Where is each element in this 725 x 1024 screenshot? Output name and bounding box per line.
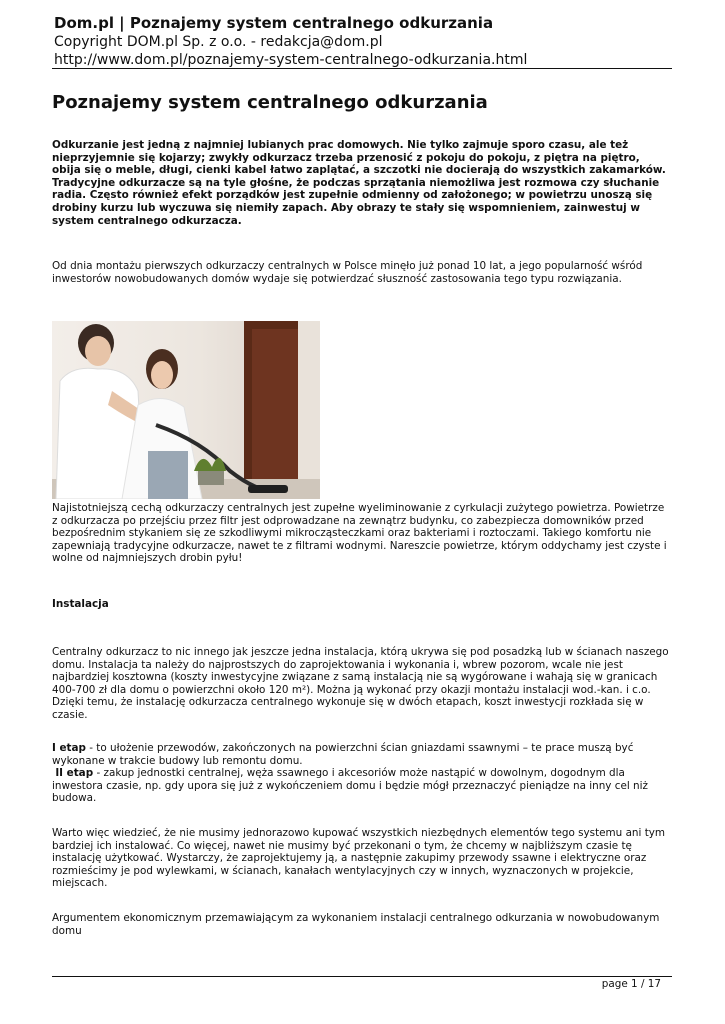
section-heading-instalacja: Instalacja xyxy=(52,598,109,610)
paragraph-air-quality: Najistotniejszą cechą odkurzaczy centralnych jest zupełne wyeliminowanie z cyrkulacji zużytego powietrza. Powietrze z odkurzacza po przejściu przez filtr jest odprowadzane na zewnątrz budynku, co zabezpiecza domowników przed bezpośrednim stykaniem się ze szkodliwymi mikrocząsteczkami oraz bakteriami i roztoczami. Takiego komfortu nie zapewniają tradycyjne odkurzacze, nawet te z filtrami wodnymi. Nareszcie powietrze, którym oddychamy jest czyste i wolne od najmniejszych drobin pyłu! xyxy=(52,502,667,565)
stage2-label: II etap xyxy=(55,767,94,780)
header-copyright: Copyright DOM.pl Sp. z o.o. - redakcja@dom.pl xyxy=(54,34,383,50)
paragraph-intro: Od dnia montażu pierwszych odkurzaczy centralnych w Polsce minęło już ponad 10 lat, a jego popularność wśród inwestorów nowobudowanych domów wydaje się potwierdzać słuszność zastosowania tego typu rozwiązania. xyxy=(52,260,643,285)
stage2-text: - zakup jednostki centralnej, węża ssawnego i akcesoriów może nastąpić w dowolnym, dogodnym dla inwestora czasie, np. gdy upora się już z wykończeniem domu i będzie mógł przeznaczyć pieniądze na inny cel niż budowa. xyxy=(52,767,648,805)
paragraph-economic-argument: Argumentem ekonomicznym przemawiającym za wykonaniem instalacji centralnego odkurzania w nowobudowanym domu xyxy=(52,912,660,937)
document-header xyxy=(54,14,672,69)
paragraph-stages xyxy=(52,742,672,805)
header-url[interactable]: http://www.dom.pl/poznajemy-system-centralnego-odkurzania.html xyxy=(54,52,528,68)
header-divider xyxy=(52,68,672,69)
vacuuming-couple-photo xyxy=(52,321,320,499)
page-number: page 1 / 17 xyxy=(601,978,661,990)
paragraph-installation: Centralny odkurzacz to nic innego jak jeszcze jedna instalacja, którą ukrywa się pod posadzką lub w ścianach naszego domu. Instalacja ta należy do najprostszych do zaprojektowania i wykonania i, wbrew pozorom, wcale nie jest najbardziej kosztowna (koszty inwestycyjne związane z samą instalacją nie są wygórowane i wahają się w granicach 400-700 zł dla domu o powierzchni około 120 m²). Można ją wykonać przy okazji montażu instalacji wod.-kan. i c.o. Dzięki temu, że instalację odkurzacza centralnego wykonuje się w dwóch etapach, koszt inwestycji rozkłada się w czasie. xyxy=(52,646,669,721)
stage1-label: I etap xyxy=(52,742,86,754)
article-lead: Odkurzanie jest jedną z najmniej lubianych prac domowych. Nie tylko zajmuje sporo czasu, ale też nieprzyjemnie się kojarzy; zwykły odkurzacz trzeba przenosić z pokoju do pokoju, z piętra na piętro, obija się o meble, długi, cienki kabel łatwo zaplątać, a szczotki nie docierają do wszystkich zakamarków. Tradycyjne odkurzacze są na tyle głośne, że podczas sprzątania niemożliwa jest rozmowa czy słuchanie radia. Często również efekt porządków jest zupełnie odmienny od założonego; w powietrzu unoszą się drobiny kurzu lub wyczuwa się niemiły zapach. Aby obrazy te stały się wspomnieniem, zainwestuj w system centralnego odkurzacza. xyxy=(52,139,666,227)
footer-divider xyxy=(52,976,672,977)
article-title: Poznajemy system centralnego odkurzania xyxy=(52,92,488,113)
header-title: Dom.pl | Poznajemy system centralnego odkurzania xyxy=(54,14,494,32)
stage1-text: - to ułożenie przewodów, zakończonych na powierzchni ścian gniazdami ssawnymi – te prace muszą być wykonane w trakcie budowy lub remontu domu. xyxy=(52,742,634,767)
paragraph-planning: Warto więc wiedzieć, że nie musimy jednorazowo kupować wszystkich niezbędnych elementów tego systemu ani tym bardziej ich instalować. Co więcej, nawet nie musimy być przekonani o tym, że chcemy w najbliższym czasie tę instalację użytkować. Wystarczy, że zaprojektujemy ją, a następnie zakupimy przewody ssawne i elektryczne oraz rozmieścimy je pod wylewkami, w ścianach, kanałach wentylacyjnych czy w innych, wyznaczonych w projekcie, miejscach. xyxy=(52,827,666,890)
